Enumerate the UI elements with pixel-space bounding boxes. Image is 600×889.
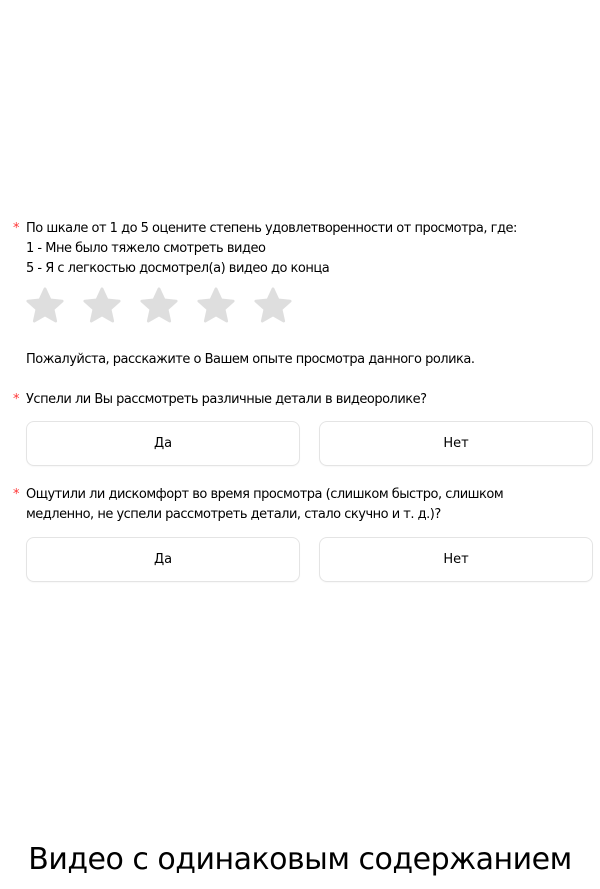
rating-question-text: [26, 219, 517, 279]
details-no-button[interactable]: Нет: [319, 421, 593, 466]
details-yes-button[interactable]: Да: [26, 421, 300, 466]
star-icon-3[interactable]: [138, 285, 180, 327]
required-mark: *: [13, 221, 20, 236]
experience-prompt: Пожалуйста, расскажите о Вашем опыте просмотра данного ролика.: [26, 352, 475, 367]
required-mark: *: [13, 487, 20, 502]
caption-text: Видео с одинаковым содержанием: [28, 842, 572, 877]
details-question-text: Успели ли Вы рассмотреть различные детали в видеоролике?: [26, 392, 427, 407]
discomfort-question-text: [26, 485, 503, 525]
discomfort-question-line: Ощутили ли дискомфорт во время просмотра (слишком быстро, слишком: [26, 487, 504, 502]
discomfort-yes-button[interactable]: Да: [26, 537, 300, 582]
discomfort-question-line: медленно, не успели рассмотреть детали, стало скучно и т. д.)?: [26, 507, 441, 522]
rating-question-line: 5 - Я с легкостью досмотрел(а) видео до конца: [26, 261, 330, 276]
star-icon-2[interactable]: [81, 285, 123, 327]
star-rating: [24, 285, 294, 327]
star-icon-1[interactable]: [24, 285, 66, 327]
rating-question-line: По шкале от 1 до 5 оцените степень удовлетворенности от просмотра, где:: [26, 221, 517, 236]
star-icon-5[interactable]: [252, 285, 294, 327]
required-mark: *: [13, 392, 20, 407]
rating-question-line: 1 - Мне было тяжело смотреть видео: [26, 241, 266, 256]
discomfort-no-button[interactable]: Нет: [319, 537, 593, 582]
star-icon-4[interactable]: [195, 285, 237, 327]
